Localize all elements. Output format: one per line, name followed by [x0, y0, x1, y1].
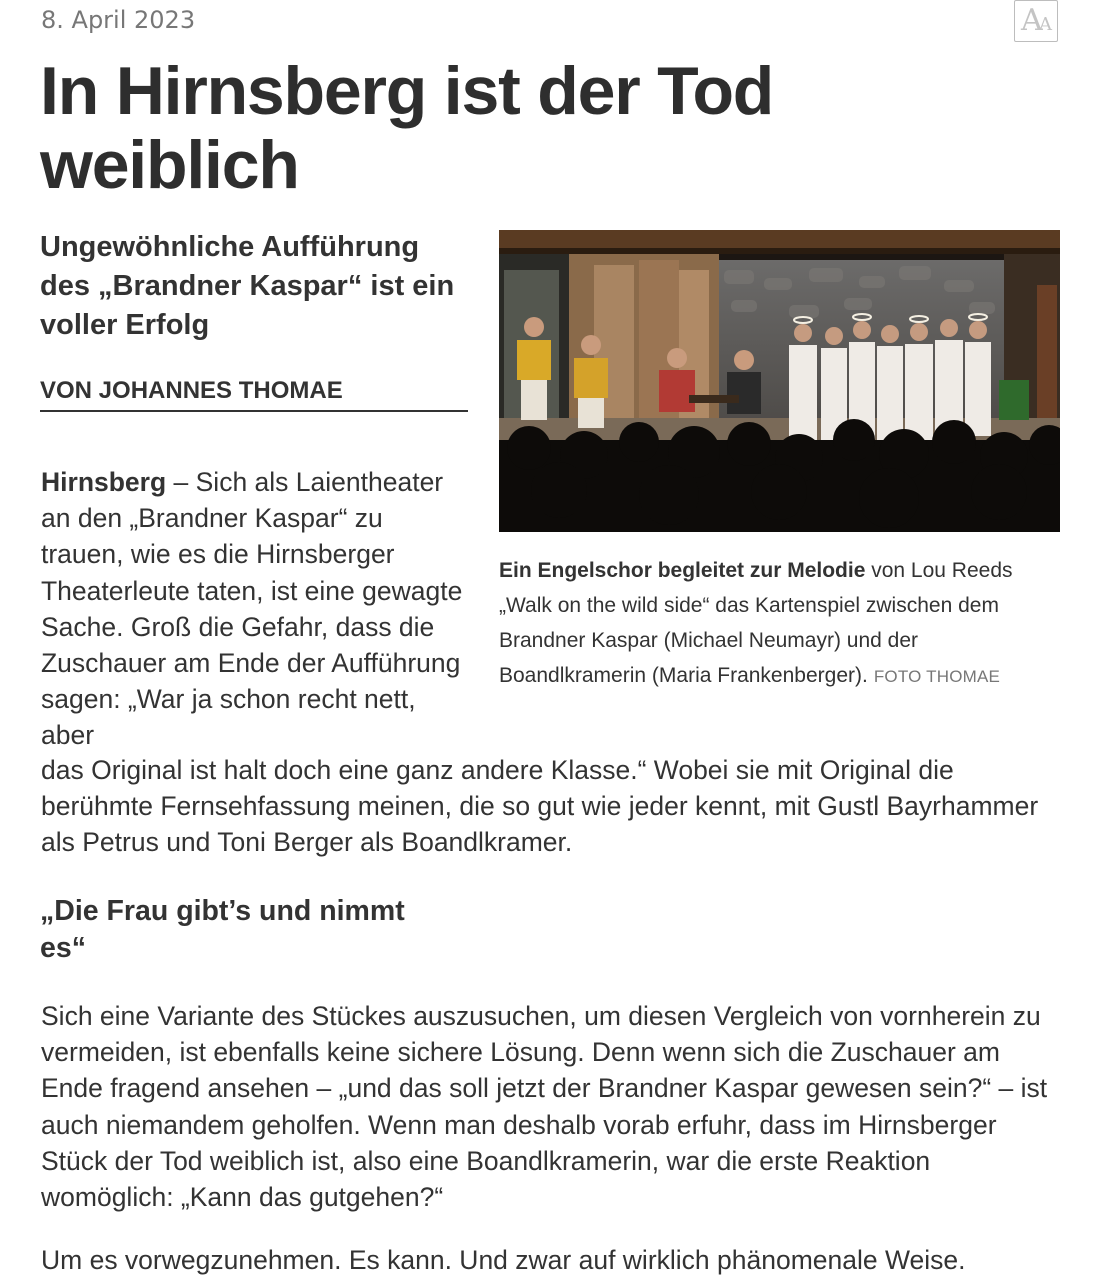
- photo-caption: [499, 553, 1069, 694]
- article-title: In Hirnsberg ist der Tod weiblich: [40, 53, 774, 203]
- photo-credit: FOTO THOMAE: [873, 667, 1001, 686]
- paragraph-1-start: [41, 464, 471, 754]
- caption-text: von Lou Reeds „Walk on the wild side“ das Kartenspiel zwischen dem Brandner Kaspar (Michael Neumayr) und der Boandlkramerin (Maria Frankenberger).: [499, 559, 1013, 687]
- paragraph-3: Um es vorwegzunehmen. Es kann. Und zwar auf wirklich phänomenale Weise.: [41, 1245, 966, 1275]
- paragraph-2: Sich eine Variante des Stückes auszusuchen, um diesen Vergleich von vornherein zu vermeiden, ist ebenfalls keine sichere Lösung. Denn wenn sich die Zuschauer am Ende fragend ansehen – „und das soll jetzt der Brandner Kaspar gewesen sein?“ – ist auch niemandem geholfen. Wenn man deshalb vorab erfuhr, dass im Hirnsberger Stück der Tod weiblich ist, also eine Boandlkramerin, war die erste Reaktion womöglich: „Kann das gutgehen?“: [41, 1001, 1048, 1213]
- paragraph-1-lead: – Sich als Laientheater an den „Brandner Kaspar“ zu trauen, wie es die Hirnsberger Theaterleute taten, ist eine gewagte Sache. Groß die Gefahr, dass die Zuschauer am Ende der Aufführung sagen: „War ja schon recht nett, aber: [41, 467, 463, 751]
- article-subtitle: Ungewöhnliche Aufführung des „Brandner Kaspar“ ist ein voller Erfolg: [40, 231, 455, 341]
- font-size-icon: A: [1021, 3, 1043, 38]
- paragraph-1-continued: das Original ist halt doch eine ganz andere Klasse.“ Wobei sie mit Original die berühmte Fernsehfassung meinen, die so gut wie jeder kennt, mit Gustl Bayrhammer als Petrus und Toni Berger als Boandlkramer.: [41, 755, 1039, 858]
- article-byline: VON JOHANNES THOMAE: [40, 376, 468, 412]
- font-size-icon-small: A: [1039, 14, 1052, 35]
- theater-stage-image: [499, 230, 1060, 532]
- caption-bold: Ein Engelschor begleitet zur Melodie: [499, 559, 866, 582]
- article-photo[interactable]: [499, 230, 1060, 532]
- font-size-button[interactable]: [1014, 0, 1058, 42]
- article-date: 8. April 2023: [41, 6, 196, 34]
- section-subheading: „Die Frau gibt’s und nimmt es“: [40, 895, 405, 964]
- dateline-location: Hirnsberg: [41, 467, 167, 497]
